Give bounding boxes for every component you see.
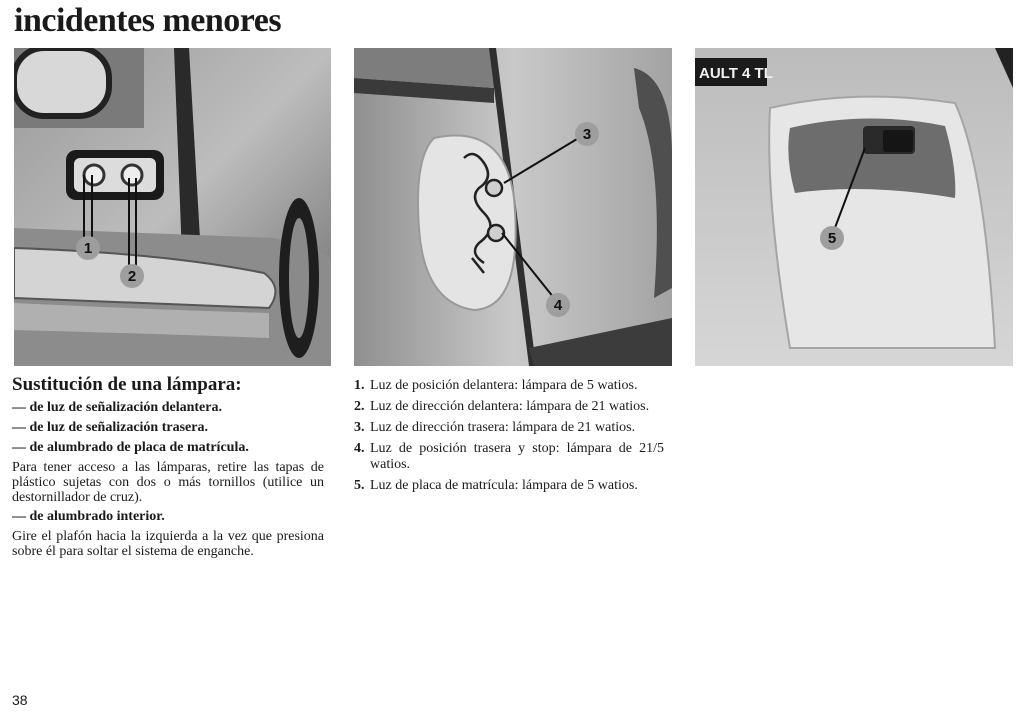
legend-item <box>354 441 664 473</box>
callout-3 <box>575 122 599 146</box>
paragraph-access: Para tener acceso a las lámparas, retire las tapas de plástico sujetas con dos o más tornillos (utilice un destornillador de cruz). <box>12 460 324 505</box>
legend-item <box>354 420 664 436</box>
item-plate-light: — de alumbrado de placa de matrícula. <box>12 440 249 455</box>
callout-2-label: 2 <box>127 268 137 285</box>
rear-light-photo <box>354 48 672 366</box>
callout-5 <box>820 226 844 250</box>
callout-2 <box>120 264 144 288</box>
legend-number: 5. <box>354 478 365 493</box>
front-light-photo <box>14 48 331 366</box>
page-title: incidentes menores <box>14 2 282 39</box>
license-plate-text: AULT 4 TL <box>699 65 773 82</box>
legend-number: 1. <box>354 378 365 393</box>
callout-4-label: 4 <box>553 297 563 314</box>
legend-item <box>354 478 664 494</box>
legend-number: 2. <box>354 399 365 414</box>
legend-section <box>354 378 664 499</box>
callout-4 <box>546 293 570 317</box>
instructions-section <box>12 374 324 563</box>
legend-list <box>354 378 664 494</box>
item-front-signal: — de luz de señalización delantera. <box>12 400 222 415</box>
legend-text: Luz de dirección delantera: lámpara de 21 watios. <box>370 399 650 414</box>
plate-light-photo <box>695 48 1013 366</box>
license-plate <box>695 58 773 86</box>
callout-5-label: 5 <box>827 230 837 247</box>
legend-number: 3. <box>354 420 365 435</box>
page-number: 38 <box>12 692 28 708</box>
item-rear-signal: — de luz de señalización trasera. <box>12 420 208 435</box>
callout-1 <box>76 236 100 260</box>
legend-item <box>354 378 664 394</box>
item-interior-light: — de alumbrado interior. <box>12 509 165 524</box>
callout-3-label: 3 <box>582 126 592 143</box>
legend-text: Luz de placa de matrícula: lámpara de 5 watios. <box>370 478 638 493</box>
legend-text: Luz de posición trasera y stop: lámpara de 21/5 watios. <box>370 441 664 472</box>
legend-text: Luz de dirección trasera: lámpara de 21 watios. <box>370 420 636 435</box>
paragraph-interior: Gire el plafón hacia la izquierda a la vez que presiona sobre él para soltar el sistema de enganche. <box>12 529 324 559</box>
legend-text: Luz de posición delantera: lámpara de 5 watios. <box>370 378 638 393</box>
section-title: Sustitución de una lámpara: <box>12 374 242 395</box>
legend-number: 4. <box>354 441 365 456</box>
callout-1-label: 1 <box>83 240 93 257</box>
legend-item <box>354 399 664 415</box>
